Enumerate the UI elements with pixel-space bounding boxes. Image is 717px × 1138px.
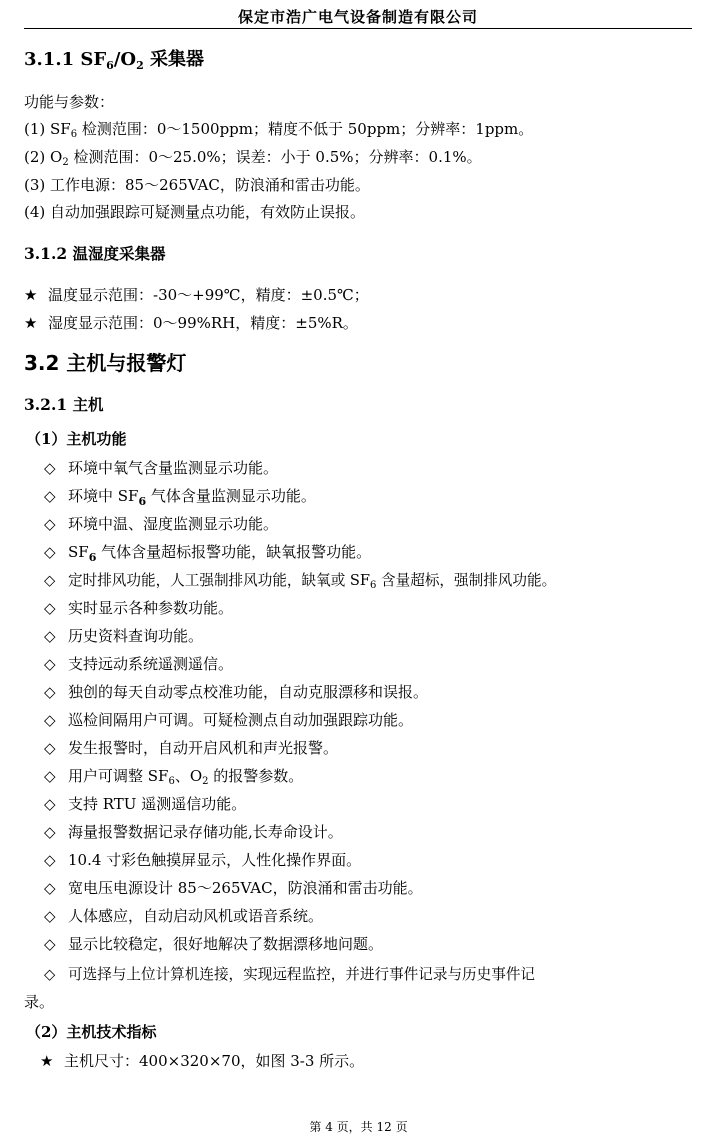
list-item xyxy=(44,737,338,758)
list-item xyxy=(44,765,303,787)
diamond-icon: ◇ xyxy=(44,459,56,477)
list-item xyxy=(44,849,361,870)
diamond-icon: ◇ xyxy=(44,572,56,589)
text: (2) O xyxy=(24,148,63,166)
text: 湿度显示范围：0～99%RH，精度：±5%R。 xyxy=(48,314,358,332)
list-item xyxy=(44,877,423,898)
param-item-2 xyxy=(24,146,482,168)
subscript: 6 xyxy=(138,495,147,508)
text: 气体含量监测显示功能。 xyxy=(146,487,316,505)
diamond-icon: ◇ xyxy=(44,683,56,701)
list-item xyxy=(44,681,428,702)
subscript: 6 xyxy=(88,551,97,564)
text: 10.4 寸彩色触摸屏显示，人性化操作界面。 xyxy=(68,851,362,869)
text: 、O xyxy=(174,767,203,785)
diamond-icon: ◇ xyxy=(44,851,56,869)
list-item xyxy=(44,709,413,730)
list-item xyxy=(44,963,535,984)
text: 用户可调整 SF xyxy=(68,767,169,785)
text: 环境中氧气含量监测显示功能。 xyxy=(68,459,279,477)
subheading-specs: （2）主机技术指标 xyxy=(26,1023,157,1041)
text: 主机尺寸：400×320×70，如图 3-3 所示。 xyxy=(64,1052,365,1070)
text: SF xyxy=(68,543,89,561)
text: 环境中 SF xyxy=(68,487,139,505)
subscript: 2 xyxy=(62,157,69,168)
subscript: 6 xyxy=(70,129,78,140)
star-icon: ★ xyxy=(40,1052,54,1070)
heading-text: 3.1.1 SF xyxy=(24,49,107,70)
subscript: 6 xyxy=(168,776,175,787)
heading-3-2: 3.2 主机与报警灯 xyxy=(24,351,187,375)
list-item xyxy=(44,541,371,564)
spec-item xyxy=(24,312,358,333)
list-item xyxy=(44,569,556,591)
diamond-icon: ◇ xyxy=(44,767,56,785)
list-item xyxy=(44,821,343,842)
heading-text: 采集器 xyxy=(143,49,205,70)
text: 宽电压电源设计 85～265VAC，防浪涌和雷击功能。 xyxy=(68,879,423,897)
param-item-4: (4) 自动加强跟踪可疑测量点功能，有效防止误报。 xyxy=(24,203,366,221)
star-icon: ★ xyxy=(24,314,38,332)
page-footer: 第 4 页，共 12 页 xyxy=(309,1120,408,1134)
list-item xyxy=(44,905,323,926)
spec-item xyxy=(24,284,369,305)
text: 支持远动系统遥测遥信。 xyxy=(68,655,234,673)
text: 实时显示各种参数功能。 xyxy=(68,599,234,617)
diamond-icon: ◇ xyxy=(44,739,56,757)
list-item xyxy=(44,653,233,674)
diamond-icon: ◇ xyxy=(44,487,56,505)
text: 支持 RTU 遥测遥信功能。 xyxy=(68,795,247,813)
text: (1) SF xyxy=(24,120,71,138)
param-item-1 xyxy=(24,118,533,140)
subscript: 6 xyxy=(370,580,377,591)
text: 可选择与上位计算机连接，实现远程监控，并进行事件记录与历史事件记 xyxy=(68,966,536,983)
text: 人体感应，自动启动风机或语音系统。 xyxy=(68,907,324,925)
list-item xyxy=(44,625,203,646)
diamond-icon: ◇ xyxy=(44,935,56,953)
text: 历史资料查询功能。 xyxy=(68,627,204,645)
diamond-icon: ◇ xyxy=(44,823,56,841)
diamond-icon: ◇ xyxy=(44,879,56,897)
diamond-icon: ◇ xyxy=(44,599,56,617)
text: 显示比较稳定，很好地解决了数据漂移地问题。 xyxy=(68,935,384,953)
list-item xyxy=(44,933,383,954)
header-divider xyxy=(24,28,692,29)
list-item xyxy=(44,597,233,618)
text: 检测范围：0～25.0%；误差：小于 0.5%；分辨率：0.1%。 xyxy=(68,148,482,166)
subscript: 6 xyxy=(106,59,114,72)
list-item xyxy=(44,485,316,508)
star-icon: ★ xyxy=(24,286,38,304)
heading-text: /O xyxy=(113,49,137,70)
diamond-icon: ◇ xyxy=(44,543,56,561)
list-item xyxy=(44,793,246,814)
diamond-icon: ◇ xyxy=(44,711,56,729)
text: 含量超标，强制排风功能。 xyxy=(376,572,557,589)
text: 气体含量超标报警功能，缺氧报警功能。 xyxy=(96,543,372,561)
text: 独创的每天自动零点校准功能，自动克服漂移和误报。 xyxy=(68,683,429,701)
diamond-icon: ◇ xyxy=(44,907,56,925)
heading-3-1-1 xyxy=(24,45,204,72)
text: 发生报警时，自动开启风机和声光报警。 xyxy=(68,739,339,757)
subscript: 2 xyxy=(202,776,209,787)
heading-3-1-2: 3.1.2 温湿度采集器 xyxy=(24,244,166,263)
spec-item xyxy=(40,1050,364,1071)
text: 检测范围：0～1500ppm；精度不低于 50ppm；分辨率：1ppm。 xyxy=(77,120,534,138)
subscript: 2 xyxy=(136,59,144,72)
text: 巡检间隔用户可调。可疑检测点自动加强跟踪功能。 xyxy=(68,711,414,729)
param-item-3: (3) 工作电源：85～265VAC，防浪涌和雷击功能。 xyxy=(24,176,370,194)
list-item xyxy=(44,513,278,534)
list-item xyxy=(44,457,278,478)
text: 环境中温、湿度监测显示功能。 xyxy=(68,515,279,533)
heading-3-2-1: 3.2.1 主机 xyxy=(24,395,104,414)
intro-text: 功能与参数： xyxy=(24,93,115,111)
diamond-icon: ◇ xyxy=(44,966,56,983)
diamond-icon: ◇ xyxy=(44,655,56,673)
text: 海量报警数据记录存储功能,长寿命设计。 xyxy=(68,823,343,841)
text: 温度显示范围：-30～+99℃，精度：±0.5℃； xyxy=(48,286,369,304)
page-header: 保定市浩广电气设备制造有限公司 xyxy=(237,8,478,26)
diamond-icon: ◇ xyxy=(44,627,56,645)
diamond-icon: ◇ xyxy=(44,795,56,813)
list-item-continuation: 录。 xyxy=(24,993,55,1011)
text: 的报警参数。 xyxy=(208,767,304,785)
text: 定时排风功能，人工强制排风功能，缺氧或 SF xyxy=(68,572,371,589)
subheading-functions: （1）主机功能 xyxy=(26,430,127,448)
diamond-icon: ◇ xyxy=(44,515,56,533)
